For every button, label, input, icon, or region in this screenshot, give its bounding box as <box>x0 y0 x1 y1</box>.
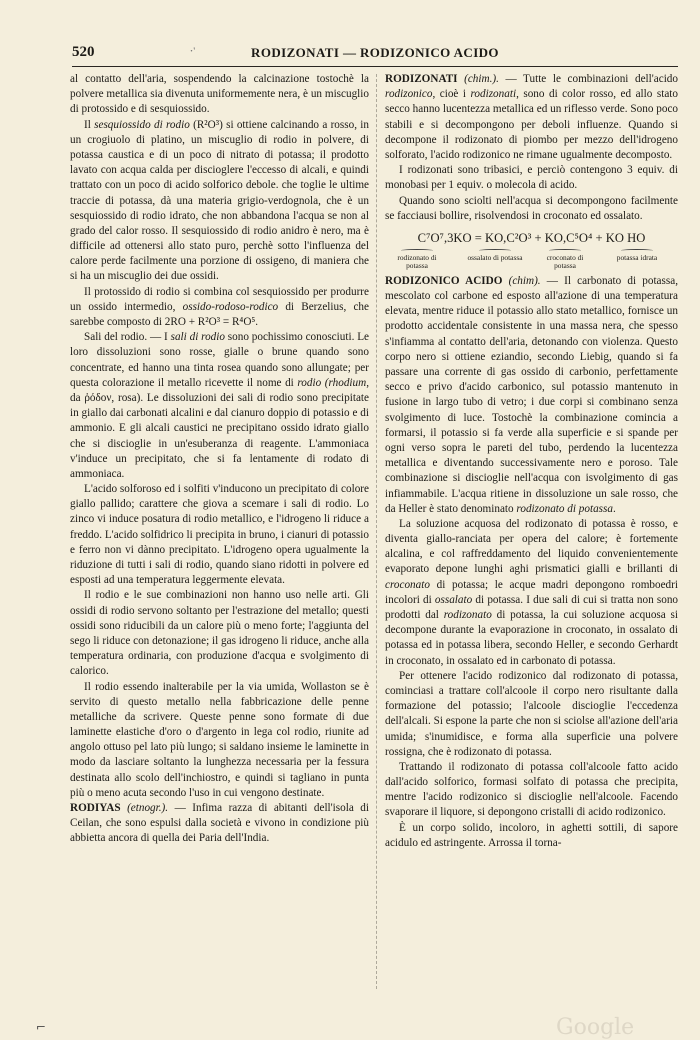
running-title: RODIZONATI — RODIZONICO ACIDO <box>251 45 499 60</box>
equation-label: rodizonato di potassa <box>387 249 447 270</box>
paragraph <box>385 517 678 669</box>
entry-category: (etnogr.). <box>120 802 169 814</box>
paragraph: Trattando il rodizonato di potassa coll'alcoole fatto acido dall'acido solforico, formasi solfato di potassa che precipita, mentre l'acido rodizonico si discioglie nell'alcoole. Facendo svaporare il liquore, si depongono cristalli di acido rodizonico. <box>385 760 678 819</box>
left-column <box>70 72 369 992</box>
entry-headword: RODIZONATI <box>385 73 458 85</box>
term-sesquiossido: sesquiossido di rodio <box>94 118 190 131</box>
chemical-equation <box>385 230 678 268</box>
term: croconato <box>385 578 430 591</box>
equation-label: ossalato di potassa <box>465 249 525 262</box>
text: (R²O³) si ottiene calcinando a rosso, in un crogiuolo di platino, un miscuglio di rodio in polvere, di potassa caustica e di un poco di nitrato di potassa; il prodotto lavato con acqua calda per discioglere l'eccesso di alcali, e quindi trattato con un poco di acido solforico debole. che toglie le ultime traccie di potassa, dà una materia grigio-verdognola, che è un sesquiossido di rodio idrato, che non abbandona l'acqua se non al grado del calor rosso. Il sesquiossido di rodio anidro è nero, ma è difficile ad ottenersi allo stato puro, perchè sotto l'influenza del calore perde facilmente una porzione di ossigeno, di maniera che si ha un miscuglio dei due ossidi. <box>70 118 369 283</box>
text: Il protossido di rodio si combina col sesquiossido per produrre un ossido intermedio, <box>70 285 369 313</box>
entry-category: (chim). <box>502 274 541 287</box>
equation-label: croconato di potassa <box>535 249 595 270</box>
entry-headword: RODIZONICO ACIDO <box>385 274 503 287</box>
watermark: Google <box>556 1015 635 1040</box>
text: di potassa, la cui soluzione acquosa si decompone durante la evaporazione in croconato, in ossalato di potassa ed in potassa libera, secondo Heller, e secondo Gerhardt in croconato, in ossalato ed in carbonato di potassa. <box>385 609 678 667</box>
text: , da ῥόδον, rosa). Le dissoluzioni dei sali di rodio sono precipitate in giallo dai carbonati alcalini e dal cianuro doppio di potassio e di ammonio. E gli alcali caustici ne precipitano ossido idrato giallo che si discioglie in un'esuberanza di reagente. L'ammoniaca v'induce un precipitato, che si fa lentamente di rodato di ammoniaca. <box>70 376 369 480</box>
entry-rodizonico-acido <box>385 274 678 517</box>
term: rodizonico <box>385 88 433 101</box>
term: ossalato <box>434 593 473 606</box>
text: di potassa. I due sali di cui si tratta non sono prodotti dal <box>385 593 678 621</box>
text: . <box>612 502 616 515</box>
text: — Infima razza di abitanti dell'isola di Ceilan, che sono espulsi dalla società e vivono in condizione più abbietta ancora di quella dei Paria dell'India. <box>70 802 369 845</box>
text: di potassa; le acque madri depongono romboedri incolori di <box>385 578 678 606</box>
text: , sono di color rosso, ed allo stato secco hanno lucentezza metallica ed un riflesso verde. Sono poco stabili e si decompongono per deboli influenze. Quando si decompone il rodizonato di piombo per mezzo dell'idrogeno solforato, l'acido rodizonico ne rimane ugualmente decomposto. <box>385 88 678 161</box>
right-column <box>385 72 678 992</box>
term: rodizonato <box>443 609 492 621</box>
paragraph <box>70 285 369 331</box>
paragraph: È un corpo solido, incoloro, in aghetti sottili, di sapore acidulo ed astringente. Arrossa il torna- <box>385 821 678 849</box>
text: di Berzelius, che sarebbe composto di 2RO + R²O³ = R⁴O⁵. <box>70 300 369 328</box>
entry-headword: RODIYAS <box>70 802 121 814</box>
equation-label: potassa idrata <box>607 249 667 262</box>
paragraph: L'acido solforoso ed i solfiti v'inducono un precipitato di colore giallo pallido; carattere che giova a scemare i sali di rodio. Lo zinco vi induce posatura di rodio metallico, e l'idrogeno li riduce a freddo. L'acido solfidrico li precipita in bruno, i cianuri di potassio e ferro non vi dànno precipitato. L'idrogeno opera ugualmente la riduzione di tutti i sali di rodio, quando siano ridotti in polvere ed esposti ad una temperatura leggermente elevata. <box>70 483 369 587</box>
text: Sali del rodio. — I <box>84 331 171 344</box>
term: rodizonati <box>470 88 517 101</box>
paragraph <box>70 118 369 285</box>
text: sono pochissimo conosciuti. Le loro dissoluzioni sono rosse, gialle o brune quando sono concentrate, ed hanno una tinta rosea quando sono allungate; per questa colorazione il metallo ricevette il nome di <box>70 331 369 389</box>
text: , cioè i <box>432 88 471 101</box>
term-ossido-rodoso-rodico: ossido-rodoso-rodico <box>182 300 279 313</box>
text: La soluzione acquosa del rodizonato di potassa è rosso, e diventa giallo-ranciata per opera del calore; è fortemente alcalina, e col raffreddamento del liquido convenientemente evaporato depone lunghi aghi prismatici gialli e brillanti di <box>385 517 678 576</box>
text: — Tutte le combinazioni dell'acido <box>498 73 678 85</box>
entry-rodiyas <box>70 801 369 847</box>
text: Il <box>84 118 95 131</box>
paragraph: I rodizonati sono tribasici, e perciò contengono 3 equiv. di monobasi per 1 equiv. o molecola di acido. <box>385 164 678 192</box>
entry-category: (chim.). <box>457 73 499 85</box>
paragraph: al contatto dell'aria, sospendendo la calcinazione tostochè la polvere metallica sia divenuta uniformemente nera, è un miscuglio di protossido e di sesquiossido. <box>70 73 369 116</box>
term-sali-di-rodio: sali di rodio <box>170 331 225 344</box>
paragraph: Il rodio essendo inalterabile per la via umida, Wollaston se è servito di questo metallo nella fabbricazione delle penne metalliche da scrivere. Queste penne sono formate di due laminette elastiche d'oro o d'argento in lega col rodio, riunite ad angolo ottuso pel lato più lungo; si saldano insieme le laminette in modo da lasciare soltanto la lunghezza necessaria per la fessura destinata allo scolo dell'inchiostro, e quindi si tagliano in punta più o meno acuta secondo l'uso in cui vengono destinate. <box>70 680 369 799</box>
text: — Il carbonato di potassa, mescolato col carbone ed esposto all'azione di una temperatura elevata, mentre riduce il potassio allo stato metallico, fornisce un prodotto accidentale consistente in una massa nera, che spesso s'infiamma al contatto dell'aria, detonando con violenza. Questo corpo nero si ottiene eziandio, secondo Liebig, quando si fa passare una corrente di gas ossido di carbonio, perfettamente secco e privo d'acido carbonico, sul potassio mantenuto in fusione in largo tubo di vetro; i due corpi si combinano senza svolgimento di luce. Tostochè la combinazione comincia a formarsi, il potassio si fa verde alla superficie e si spande per ogni verso sopra le pareti del tubo, perdendo la lucentezza metallica e diventando successivamente nero e poroso. Tale combinazione si discioglie nell'acqua con isvolgimento di gas infiammabile. L'acqua ritiene in dissoluzione un sale rosso, che da Heller è stato denominato <box>385 274 678 515</box>
corner-mark: ⌐ <box>36 1020 47 1034</box>
term-rodio: rodio (rhodium <box>297 376 367 389</box>
paragraph: Il rodio e le sue combinazioni non hanno uso nelle arti. Gli ossidi di rodio servono soltanto per l'estrazione del metallo; questi ossidi sono riducibili da un calore più o meno forte; l'aggiunta del sego li riduce con detonazione; il gas idrogeno li riduce, anche alla temperatura ordinaria, con produzione d'acqua e svolgimento di calorico. <box>70 589 369 678</box>
page-number: 520 <box>72 44 95 60</box>
paragraph <box>70 330 369 482</box>
term: rodizonato di potassa <box>516 502 613 515</box>
equation-formula: C⁷O⁷,3KO = KO,C²O³ + KO,C⁵O⁴ + KO HO <box>417 230 646 245</box>
paragraph: Quando sono sciolti nell'acqua si decompongono facilmente se facciausi bollire, risolvendosi in croconato ed ossalato. <box>385 194 678 222</box>
column-divider <box>376 74 377 989</box>
page-header <box>72 44 678 67</box>
margin-mark: ·' <box>190 46 196 56</box>
paragraph: Per ottenere l'acido rodizonico dal rodizonato di potassa, cominciasi a trattare coll'alcoole il corpo nero risultante dalla formazione del potassio; l'alcoole discioglie l'eccedenza dell'alcali. Si espone la parte che non si sciolse all'azione dell'aria umida; s'inumidisce, e forma alla superficie una polvere rossigna, che è rodizonato di potassa. <box>385 669 678 758</box>
entry-rodizonati <box>385 72 678 163</box>
